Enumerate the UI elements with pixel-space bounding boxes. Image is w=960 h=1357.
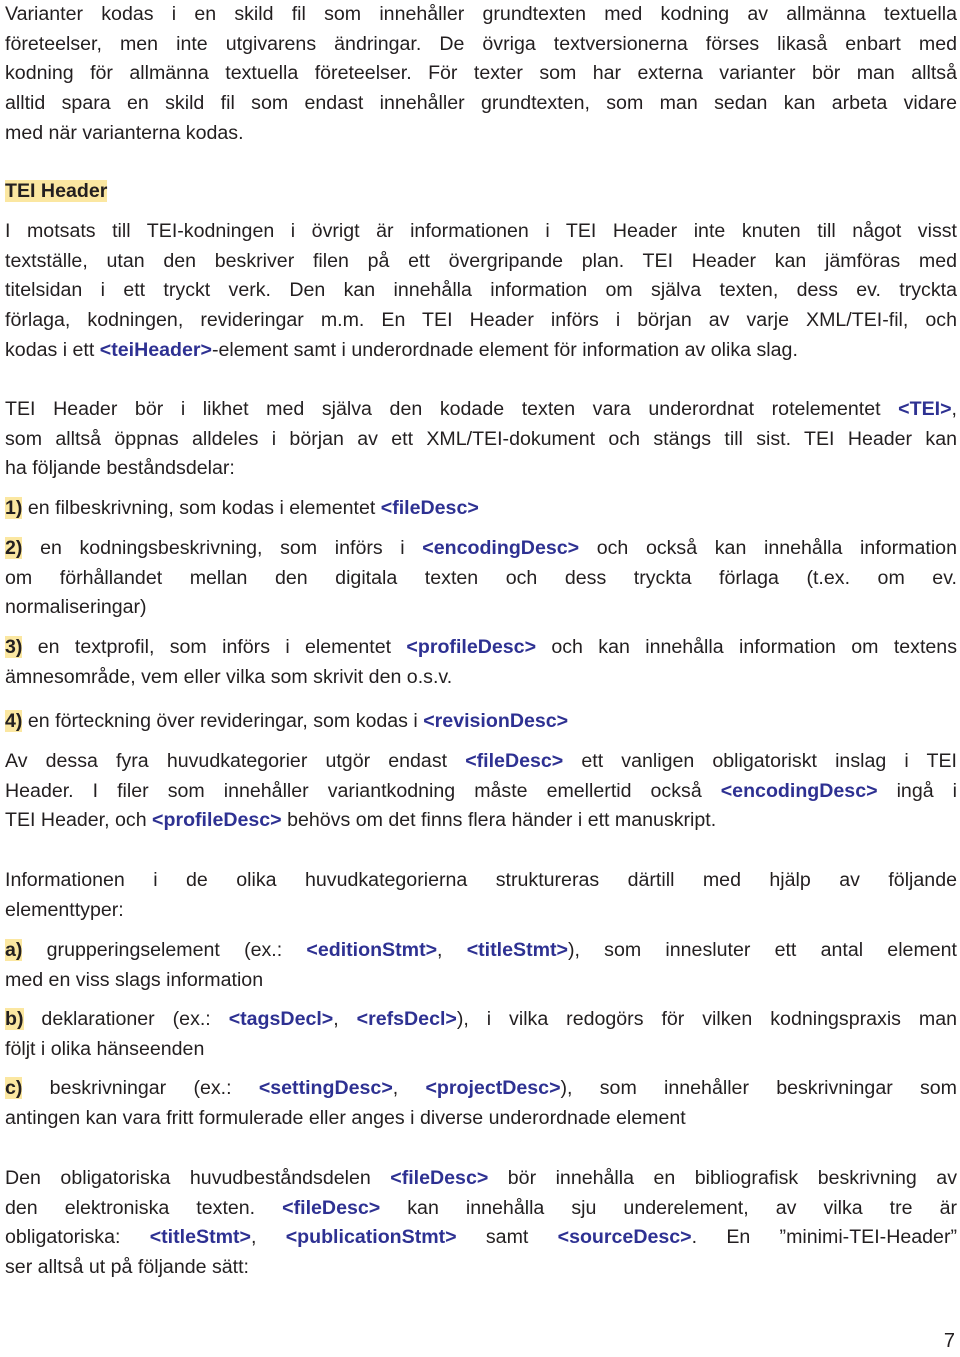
text-line: antingen kan vara fritt formulerade eller anges i diverse underordnade element: [5, 1106, 686, 1129]
text-line: [5, 633, 957, 663]
text-line: normaliseringar): [5, 596, 147, 619]
text-line: [5, 494, 957, 524]
text-run: ,: [392, 1077, 426, 1099]
text-line: med när varianterna kodas.: [5, 121, 244, 144]
text-line: företeelser, men inte utgivarens ändringar. De övriga textversionerna förses likaså enbart med: [5, 32, 957, 55]
element-tag: <teiHeader>: [99, 338, 212, 361]
item-letter: c): [5, 1077, 23, 1099]
text-run: ett vanligen obligatoriskt inslag i TEI: [563, 750, 957, 772]
text-line: [5, 395, 957, 425]
page-number: 7: [943, 1330, 955, 1352]
text-line: [5, 1005, 957, 1035]
list-item: [5, 633, 957, 692]
text-run: bör innehålla en bibliografisk beskrivning av: [488, 1167, 957, 1189]
text-run: -element samt i underordnade element för information av olika slag.: [211, 338, 798, 361]
element-tag: <profileDesc>: [152, 809, 282, 832]
text-run: beskrivningar (ex.:: [22, 1077, 259, 1099]
element-tag: <tagsDecl>: [228, 1008, 334, 1030]
element-tag: <editionStmt>: [306, 939, 438, 961]
element-tag: <refsDecl>: [356, 1008, 457, 1030]
text-line: om förhållandet mellan den digitala texten och dess tryckta förlaga (t.ex. om ev.: [5, 566, 957, 589]
list-item: [5, 1005, 957, 1064]
list-item: [5, 707, 957, 737]
text-run: grupperingselement (ex.:: [22, 939, 307, 961]
text-line: elementtyper:: [5, 898, 124, 921]
text-line: ämnesområde, vem eller vilka som skrivit den o.s.v.: [5, 665, 453, 688]
paragraph-filedesc: [5, 1164, 957, 1283]
element-tag: <encodingDesc>: [422, 537, 580, 559]
text-run: Header. I filer som innehåller variantkodning måste emellertid också: [5, 779, 721, 802]
text-line: Varianter kodas i en skild fil som innehåller grundtexten med kodning av allmänna textuella: [5, 3, 957, 25]
text-line: [5, 777, 957, 807]
text-line: [5, 936, 957, 966]
text-line: [5, 806, 957, 836]
text-run: ), som innesluter ett antal element: [567, 939, 958, 961]
list-item: [5, 534, 957, 623]
paragraph-root-element: [5, 395, 957, 484]
list-item: [5, 1074, 957, 1133]
text-line: ser alltså ut på följande sätt:: [5, 1256, 249, 1279]
text-run: den elektroniska texten.: [5, 1196, 283, 1219]
element-tag: <revisionDesc>: [423, 710, 569, 732]
section-heading-block: [5, 177, 957, 207]
text-run: en textprofil, som införs i elementet: [22, 636, 407, 658]
text-run: ,: [250, 1226, 286, 1249]
text-run: ), som innehåller beskrivningar som: [560, 1077, 958, 1099]
text-line: I motsats till TEI-kodningen i övrigt är informationen i TEI Header inte knuten till något visst: [5, 220, 957, 242]
text-line: Informationen i de olika huvudkategorierna struktureras därtill med hjälp av följande: [5, 869, 957, 891]
text-run: ,: [333, 1008, 357, 1030]
text-line: [5, 534, 957, 564]
element-tag: <fileDesc>: [465, 750, 564, 772]
list-item: [5, 936, 957, 995]
text-line: som alltså öppnas alldeles i början av ett XML/TEI-dokument och stängs till sist. TEI Header kan: [5, 427, 957, 450]
text-run: . En ”minimi-TEI-Header”: [691, 1226, 957, 1249]
item-number: 1): [5, 497, 23, 519]
text-run: och också kan innehålla information: [579, 537, 957, 559]
text-run: en filbeskrivning, som kodas i elementet: [22, 497, 381, 519]
text-run: en förteckning över revideringar, som kodas i: [22, 710, 424, 732]
text-line: ha följande beståndsdelar:: [5, 457, 235, 480]
text-run: kodas i ett: [5, 338, 100, 361]
text-run: ,: [951, 398, 957, 420]
text-run: behövs om det finns flera händer i ett manuskript.: [281, 809, 717, 832]
paragraph-element-types: [5, 866, 957, 925]
list-item: [5, 494, 957, 524]
text-run: och kan innehålla information om textens: [536, 636, 957, 658]
text-line: [5, 1223, 957, 1253]
text-run: en kodningsbeskrivning, som införs i: [22, 537, 423, 559]
item-number: 4): [5, 710, 23, 732]
text-line: alltid spara en skild fil som endast innehåller grundtexten, som man sedan kan arbeta vidare: [5, 92, 957, 115]
text-line: [5, 1164, 957, 1194]
item-letter: a): [5, 939, 23, 961]
text-line: [5, 1194, 957, 1224]
text-line: [5, 336, 957, 366]
text-run: ingå i: [877, 779, 957, 802]
element-tag: <encodingDesc>: [720, 779, 878, 802]
paragraph-tei-header: [5, 217, 957, 365]
element-tag: <titleStmt>: [149, 1226, 251, 1249]
text-run: deklarationer (ex.:: [23, 1008, 229, 1030]
text-run: obligatoriska:: [5, 1226, 150, 1249]
element-tag: <fileDesc>: [390, 1167, 489, 1189]
item-number: 2): [5, 537, 23, 559]
text-run: kan innehålla sju underelement, av vilka tre är: [380, 1196, 957, 1219]
text-run: TEI Header, och: [5, 809, 153, 832]
text-run: ,: [437, 939, 467, 961]
element-tag: <publicationStmt>: [285, 1226, 457, 1249]
text-line: förlaga, kodningen, revideringar m.m. En TEI Header införs i början av varje XML/TEI-fil, och: [5, 309, 957, 332]
element-tag: <settingDesc>: [258, 1077, 393, 1099]
text-line: [5, 707, 957, 737]
element-tag: <fileDesc>: [282, 1196, 381, 1219]
item-number: 3): [5, 636, 23, 658]
element-tag: <sourceDesc>: [557, 1226, 692, 1249]
text-line: följt i olika hänseenden: [5, 1037, 205, 1060]
element-tag: <projectDesc>: [425, 1077, 561, 1099]
text-line: med en viss slags information: [5, 968, 264, 991]
text-line: kodning för allmänna textuella företeelser. För texter som har externa varianter bör man alltså: [5, 62, 957, 85]
element-tag: <titleStmt>: [466, 939, 568, 961]
text-line: [5, 747, 957, 777]
text-run: TEI Header bör i likhet med själva den kodade texten vara underordnat rotelementet: [5, 398, 899, 420]
section-heading: TEI Header: [5, 180, 108, 202]
text-run: Av dessa fyra huvudkategorier utgör endast: [5, 750, 466, 772]
paragraph-categories: [5, 747, 957, 836]
text-line: textställe, utan den beskriver filen på ett övergripande plan. TEI Header kan jämföras med: [5, 249, 957, 272]
text-run: ), i vilka redogörs för vilken kodningspraxis man: [456, 1008, 958, 1030]
text-run: samt: [456, 1226, 558, 1249]
element-tag: <TEI>: [898, 398, 952, 420]
text-run: Den obligatoriska huvudbeståndsdelen: [5, 1167, 391, 1189]
text-line: titelsidan i ett tryckt verk. Den kan innehålla information om själva texten, dess ev. tryckta: [5, 279, 957, 302]
element-tag: <profileDesc>: [406, 636, 537, 658]
intro-paragraph: [5, 0, 957, 148]
text-line: [5, 1074, 957, 1104]
item-letter: b): [5, 1008, 24, 1030]
element-tag: <fileDesc>: [380, 497, 479, 519]
